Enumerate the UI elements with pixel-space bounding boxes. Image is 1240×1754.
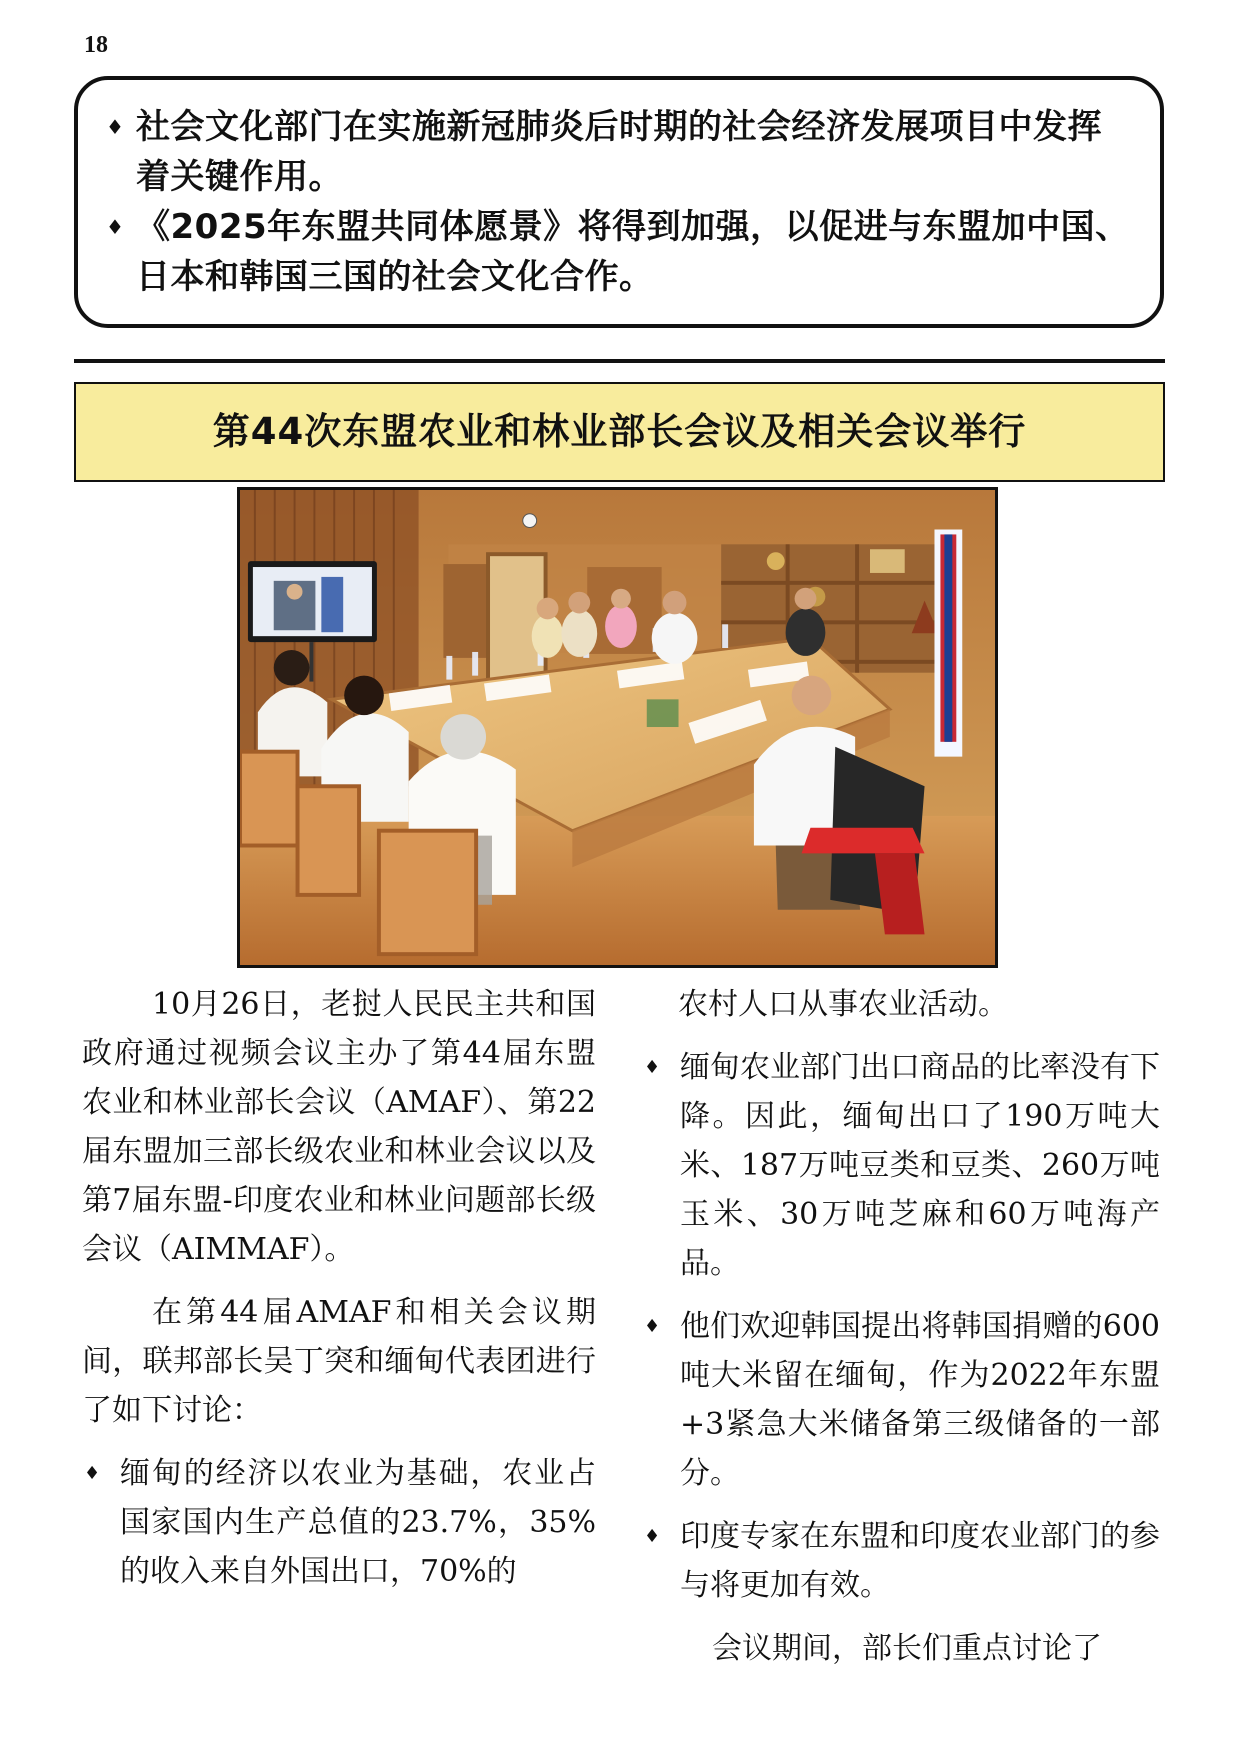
meeting-photo (237, 487, 998, 968)
summary-bullet-item (106, 202, 1136, 302)
diamond-bullet-icon: ♦ (106, 115, 124, 139)
diamond-bullet-icon: ♦ (644, 1316, 661, 1337)
article-bullet-text: 缅甸农业部门出口商品的比率没有下降。因此，缅甸出口了190万吨大米、187万吨豆类和豆类、260万吨玉米、30万吨芝麻和60万吨海产品。 (680, 1050, 1160, 1281)
article-bullet-item (642, 1302, 1160, 1498)
article-bullet-item (642, 1512, 1160, 1610)
article-right-column (642, 980, 1160, 1673)
diamond-bullet-icon: ♦ (106, 215, 124, 239)
article-paragraph: 在第44届AMAF和相关会议期间，联邦部长吴丁突和缅甸代表团进行了如下讨论： (82, 1295, 596, 1428)
diamond-bullet-icon: ♦ (84, 1463, 101, 1484)
article-bullet-item (82, 1449, 596, 1596)
headline-banner (74, 382, 1165, 482)
article-headline: 第44次东盟农业和林业部长会议及相关会议举行 (212, 409, 1027, 453)
article-bullet-item (642, 1043, 1160, 1288)
article-bullet-text: 他们欢迎韩国提出将韩国捐赠的600吨大米留在缅甸，作为2022年东盟+3紧急大米储备第三级储备的一部分。 (680, 1309, 1160, 1491)
article-bullet-text: 缅甸的经济以农业为基础，农业占国家国内生产总值的23.7%，35%的收入来自外国出口，70%的 (120, 1456, 596, 1589)
flower-arrangement (647, 699, 679, 727)
summary-bullet-text: 《2025年东盟共同体愿景》将得到加强，以促进与东盟加中国、日本和韩国三国的社会文化合作。 (136, 207, 1130, 297)
article-continuation-text: 农村人口从事农业活动。 (678, 987, 1008, 1022)
article-paragraph: 会议期间，部长们重点讨论了 (712, 1631, 1102, 1666)
summary-bullet-text: 社会文化部门在实施新冠肺炎后时期的社会经济发展项目中发挥着关键作用。 (136, 107, 1102, 197)
section-divider (74, 359, 1165, 363)
wall-clock-icon (523, 514, 537, 528)
article-bullet-text: 印度专家在东盟和印度农业部门的参与将更加有效。 (680, 1519, 1160, 1603)
summary-bullet-item (106, 102, 1136, 202)
diamond-bullet-icon: ♦ (644, 1057, 661, 1078)
meeting-room-illustration (240, 490, 995, 965)
page-number: 18 (84, 32, 108, 58)
diamond-bullet-icon: ♦ (644, 1526, 661, 1547)
summary-box (74, 76, 1164, 328)
article-paragraph: 10月26日，老挝人民民主共和国政府通过视频会议主办了第44届东盟农业和林业部长会议（AMAF）、第22届东盟加三部长级农业和林业会议以及第7届东盟-印度农业和林业问题部长级会议（AIMMAF）。 (82, 987, 596, 1267)
article-left-column (82, 980, 596, 1596)
